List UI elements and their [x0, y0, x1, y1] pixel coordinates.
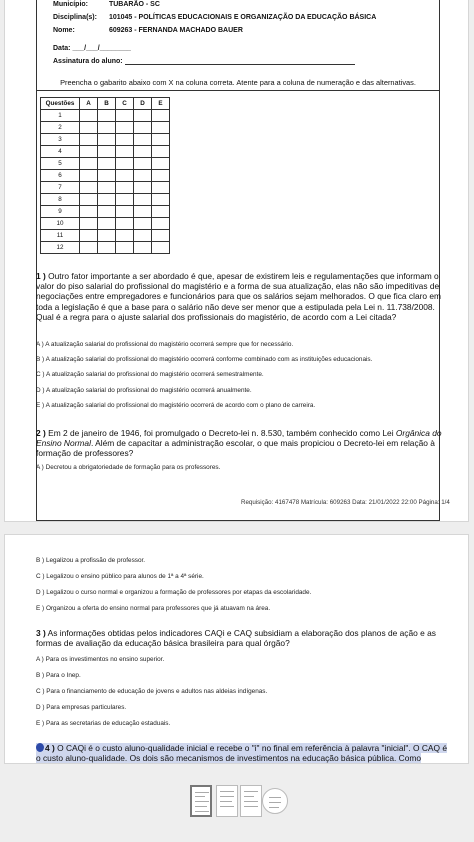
instructions-text: Preencha o gabarito abaixo com X na coluna correta. Atente para a coluna de numeração e das alternativas. [60, 78, 416, 87]
page-thumbnail-2[interactable] [216, 785, 238, 817]
header-questoes: Questões [41, 98, 80, 110]
answer-cell-b[interactable] [98, 158, 116, 170]
answer-row [41, 182, 170, 194]
municipio-label: Município: [53, 1, 88, 8]
answer-cell-c[interactable] [116, 122, 134, 134]
answer-cell-d[interactable] [134, 170, 152, 182]
document-page-2 [4, 534, 469, 764]
data-value: ___/___/________ [72, 45, 131, 52]
answer-cell-e[interactable] [152, 218, 170, 230]
answer-row [41, 134, 170, 146]
answer-cell-e[interactable] [152, 170, 170, 182]
answer-cell-e[interactable] [152, 230, 170, 242]
assinatura-label: Assinatura do aluno: [53, 58, 123, 65]
question-1-alt-b[interactable]: B ) A atualização salarial do profissional do magistério ocorrerá conforme combinado com as instituições educacionais. [36, 356, 373, 363]
question-3-alt-d[interactable]: D ) Para empresas particulares. [36, 704, 127, 711]
question-1-alt-a[interactable]: A ) A atualização salarial do profissional do magistério ocorrerá sempre que for necessário. [36, 341, 294, 348]
answer-row-number: 10 [41, 218, 80, 230]
selection-handle-icon[interactable] [36, 743, 44, 752]
disciplina-row [53, 14, 376, 21]
data-row [53, 45, 131, 52]
question-4-text: O CAQi é o custo aluno-qualidade inicial e recebe o "i" no final em referência à palavra "inicial". O CAQ é o custo aluno-qualidade. Os dois são mecanismos de investimentos na educação básica pública. Como [36, 743, 448, 764]
header-d: D [134, 98, 152, 110]
header-e: E [152, 98, 170, 110]
answer-cell-d[interactable] [134, 122, 152, 134]
answer-row [41, 122, 170, 134]
page-thumbnail-4[interactable] [262, 788, 288, 814]
question-2-alt-e[interactable]: E ) Organizou a oferta do ensino normal para professores que já atuavam na área. [36, 605, 271, 612]
question-2-alt-a[interactable]: A ) Decretou a obrigatoriedade de formação para os professores. [36, 464, 221, 471]
answer-row [41, 206, 170, 218]
answer-cell-a[interactable] [80, 230, 98, 242]
question-2-number: 2 ) [36, 428, 46, 438]
answer-cell-e[interactable] [152, 182, 170, 194]
question-4 [36, 743, 452, 763]
answer-cell-b[interactable] [98, 110, 116, 122]
question-1-number: 1 ) [36, 271, 46, 281]
answer-cell-b[interactable] [98, 122, 116, 134]
answer-row-number: 7 [41, 182, 80, 194]
answer-row-number: 2 [41, 122, 80, 134]
answer-cell-d[interactable] [134, 182, 152, 194]
municipio-row [53, 1, 160, 8]
question-2 [36, 428, 452, 459]
question-2-alt-b[interactable]: B ) Legalizou a profissão de professor. [36, 557, 146, 564]
nome-label: Nome: [53, 27, 75, 34]
answer-row-number: 5 [41, 158, 80, 170]
header-c: C [116, 98, 134, 110]
answer-row-number: 1 [41, 110, 80, 122]
answer-cell-e[interactable] [152, 146, 170, 158]
disciplina-value: 101045 - POLÍTICAS EDUCACIONAIS E ORGANIZAÇÃO DA EDUCAÇÃO BÁSICA [108, 14, 377, 21]
answer-cell-e[interactable] [152, 206, 170, 218]
page-thumbnail-1[interactable] [190, 785, 212, 817]
answer-row-number: 6 [41, 170, 80, 182]
answer-cell-b[interactable] [98, 170, 116, 182]
answer-cell-b[interactable] [98, 194, 116, 206]
answer-cell-e[interactable] [152, 158, 170, 170]
question-1-alt-c[interactable]: C ) A atualização salarial do profissional do magistério ocorrerá semestralmente. [36, 371, 264, 378]
page-thumbnail-3[interactable] [240, 785, 262, 817]
question-3-number: 3 ) [36, 628, 46, 638]
answer-cell-b[interactable] [98, 218, 116, 230]
question-2-text-after: . Além de capacitar a administração escolar, o que mais propiciou o Decreto-lei em relação à formação de professores? [36, 438, 435, 459]
answer-sheet-body [41, 110, 170, 254]
answer-cell-c[interactable] [116, 230, 134, 242]
answer-cell-b[interactable] [98, 146, 116, 158]
answer-cell-d[interactable] [134, 158, 152, 170]
answer-row [41, 218, 170, 230]
question-1-alt-d[interactable]: D ) A atualização salarial do profissional do magistério ocorrerá anualmente. [36, 387, 252, 394]
answer-cell-c[interactable] [116, 242, 134, 254]
question-2-alt-c[interactable]: C ) Legalizou o ensino público para alunos de 1ª a 4ª série. [36, 573, 204, 580]
answer-cell-a[interactable] [80, 134, 98, 146]
question-3-text: As informações obtidas pelos indicadores CAQi e CAQ subsidiam a elaboração dos planos de ação e as formas de avaliação da educação básica brasileira para qual órgão? [36, 628, 436, 649]
answer-cell-a[interactable] [80, 158, 98, 170]
answer-cell-a[interactable] [80, 194, 98, 206]
answer-row [41, 242, 170, 254]
answer-cell-a[interactable] [80, 146, 98, 158]
question-1-alt-e[interactable]: E ) A atualização salarial do profissional do magistério ocorrerá de acordo com o plano de carreira. [36, 402, 316, 409]
answer-row-number: 12 [41, 242, 80, 254]
answer-cell-a[interactable] [80, 218, 98, 230]
answer-cell-c[interactable] [116, 134, 134, 146]
answer-cell-c[interactable] [116, 146, 134, 158]
answer-cell-a[interactable] [80, 182, 98, 194]
answer-cell-b[interactable] [98, 134, 116, 146]
answer-cell-d[interactable] [134, 230, 152, 242]
answer-cell-c[interactable] [116, 194, 134, 206]
header-b: B [98, 98, 116, 110]
question-2-text-before: Em 2 de janeiro de 1946, foi promulgado o Decreto-lei n. 8.530, também conhecido como Lei [48, 428, 396, 438]
answer-cell-c[interactable] [116, 182, 134, 194]
answer-cell-b[interactable] [98, 182, 116, 194]
answer-cell-b[interactable] [98, 230, 116, 242]
answer-cell-a[interactable] [80, 110, 98, 122]
answer-row-number: 9 [41, 206, 80, 218]
answer-row-number: 3 [41, 134, 80, 146]
question-3-alt-c[interactable]: C ) Para o financiamento de educação de jovens e adultos nas aldeias indígenas. [36, 688, 268, 695]
answer-cell-e[interactable] [152, 110, 170, 122]
assinatura-row [53, 58, 355, 65]
answer-cell-d[interactable] [134, 218, 152, 230]
disciplina-label: Disciplina(s): [53, 14, 97, 21]
question-3-alt-a[interactable]: A ) Para os investimentos no ensino superior. [36, 656, 165, 663]
nome-value: 609263 - FERNANDA MACHADO BAUER [108, 27, 243, 34]
answer-cell-a[interactable] [80, 122, 98, 134]
answer-cell-b[interactable] [98, 242, 116, 254]
answer-cell-c[interactable] [116, 158, 134, 170]
question-1 [36, 271, 452, 322]
question-3 [36, 628, 452, 648]
answer-sheet-table [40, 97, 170, 254]
answer-cell-e[interactable] [152, 242, 170, 254]
answer-cell-c[interactable] [116, 170, 134, 182]
answer-cell-c[interactable] [116, 206, 134, 218]
data-label: Data: [53, 45, 71, 52]
answer-cell-a[interactable] [80, 206, 98, 218]
answer-cell-e[interactable] [152, 194, 170, 206]
answer-cell-d[interactable] [134, 110, 152, 122]
header-a: A [80, 98, 98, 110]
document-page-1 [4, 0, 469, 522]
municipio-value: TUBARÃO - SC [108, 1, 160, 8]
question-1-text: Outro fator importante a ser abordado é que, apesar de existirem leis e regulamentações que informam o valor do piso salarial do profissional do magistério e a forma de sua atualização, elas não são impeditivas de negociações entre empregadores e funcionários para que os salários sejam melhorados. O que fica claro em toda a legislação é que a base para o salário não deve ser menor que a estipulada pela Lei n. 11.738/2008. Qual é a regra para o ajuste salarial dos profissionais do magistério, de acordo com a Lei citada? [36, 271, 442, 322]
answer-cell-e[interactable] [152, 122, 170, 134]
answer-cell-d[interactable] [134, 134, 152, 146]
answer-row [41, 110, 170, 122]
answer-row-number: 11 [41, 230, 80, 242]
question-2-alt-d[interactable]: D ) Legalizou o curso normal e organizou a formação de professores por etapas da escolaridade. [36, 589, 312, 596]
answer-cell-d[interactable] [134, 242, 152, 254]
answer-cell-c[interactable] [116, 110, 134, 122]
assinatura-line [125, 58, 355, 65]
answer-cell-d[interactable] [134, 194, 152, 206]
question-2-text-italic: Orgânica do Ensino Normal [36, 428, 442, 449]
answer-row [41, 194, 170, 206]
answer-cell-c[interactable] [116, 218, 134, 230]
answer-row [41, 230, 170, 242]
answer-row-number: 4 [41, 146, 80, 158]
nome-row [53, 27, 243, 34]
answer-sheet-header-row [41, 98, 170, 110]
answer-cell-e[interactable] [152, 134, 170, 146]
question-3-alt-e[interactable]: E ) Para as secretarias de educação estaduais. [36, 720, 171, 727]
answer-cell-b[interactable] [98, 206, 116, 218]
answer-cell-d[interactable] [134, 146, 152, 158]
answer-row [41, 146, 170, 158]
answer-cell-d[interactable] [134, 206, 152, 218]
answer-row [41, 170, 170, 182]
question-4-number: 4 ) [45, 743, 55, 753]
answer-row-number: 8 [41, 194, 80, 206]
question-3-alt-b[interactable]: B ) Para o Inep. [36, 672, 81, 679]
answer-row [41, 158, 170, 170]
answer-cell-a[interactable] [80, 170, 98, 182]
answer-cell-a[interactable] [80, 242, 98, 254]
question-4-highlight[interactable] [36, 743, 447, 763]
page-1-footer: Requisição: 4167478 Matrícula: 609263 Data: 21/01/2022 22:00 Página: 1/4 [241, 499, 450, 506]
